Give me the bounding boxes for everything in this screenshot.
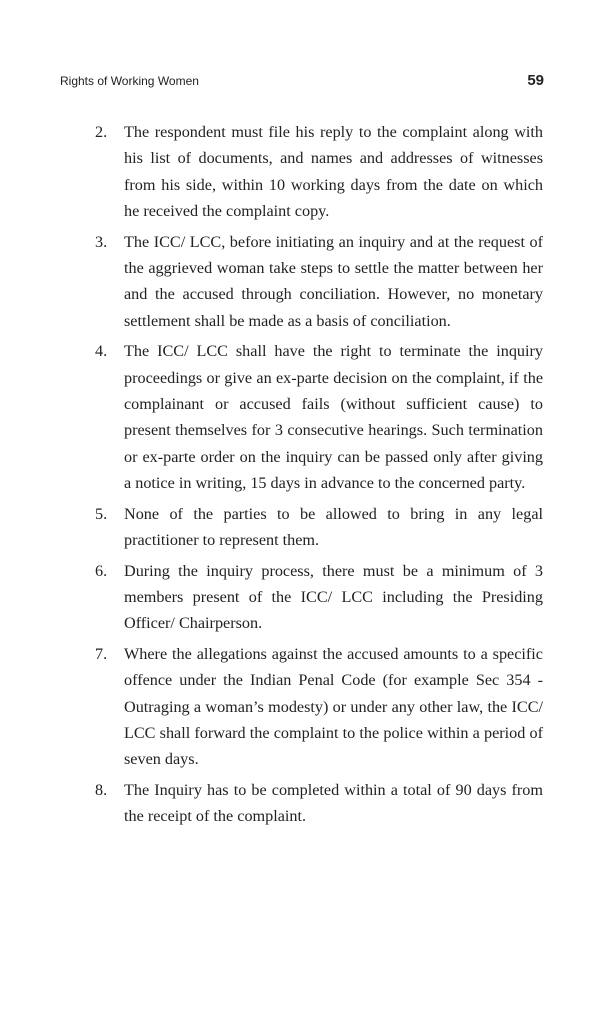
list-item-text: The ICC/ LCC, before initiating an inquiry and at the request of the aggrieved woman take steps to settle the matter between her and the accused through conciliation. However, no monetary settlement shall be made as a basis of conciliation. (124, 232, 543, 330)
list-item-number: 5. (95, 504, 108, 523)
list-item (95, 641, 543, 773)
list-item-number: 2. (95, 123, 108, 141)
page-number: 59 (527, 72, 544, 89)
list-item-text: During the inquiry process, there must be a minimum of 3 members present of the ICC/ LCC including the Presiding Officer/ Chairperson. (124, 561, 543, 633)
list-item-number: 3. (95, 232, 108, 251)
list-item (95, 558, 543, 637)
list-item-text: Where the allegations against the accused amounts to a specific offence under the Indian Penal Code (for example Sec 354 - Outraging a woman’s modesty) or under any other law, the ICC/ LCC shall forward the complaint to the police within a period of seven days. (124, 644, 543, 769)
list-item-text: None of the parties to be allowed to bring in any legal practitioner to represent them. (124, 504, 543, 550)
list-item-number: 8. (95, 780, 108, 799)
list-item (95, 229, 543, 335)
list-item-number: 4. (95, 342, 108, 361)
list-item-text: The respondent must file his reply to the complaint along with his list of documents, and names and addresses of witnesses from his side, within 10 working days from the date on which he received the complaint copy. (124, 123, 543, 221)
numbered-list (95, 119, 543, 834)
list-item-text: The ICC/ LCC shall have the right to terminate the inquiry proceedings or give an ex-parte decision on the complaint, if the complainant or accused fails (without sufficient cause) to present themselves for 3 consecutive hearings. Such termination or ex-parte order on the inquiry can be passed only after giving a notice in writing, 15 days in advance to the concerned party. (124, 342, 543, 493)
running-title: Rights of Working Women (60, 74, 199, 88)
list-item-number: 7. (95, 644, 108, 663)
list-item (95, 501, 543, 554)
list-item (95, 777, 543, 830)
list-item-number: 6. (95, 561, 108, 580)
list-item-text: The Inquiry has to be completed within a total of 90 days from the receipt of the complaint. (124, 780, 543, 826)
list-item (95, 338, 543, 496)
list-item (95, 119, 543, 225)
